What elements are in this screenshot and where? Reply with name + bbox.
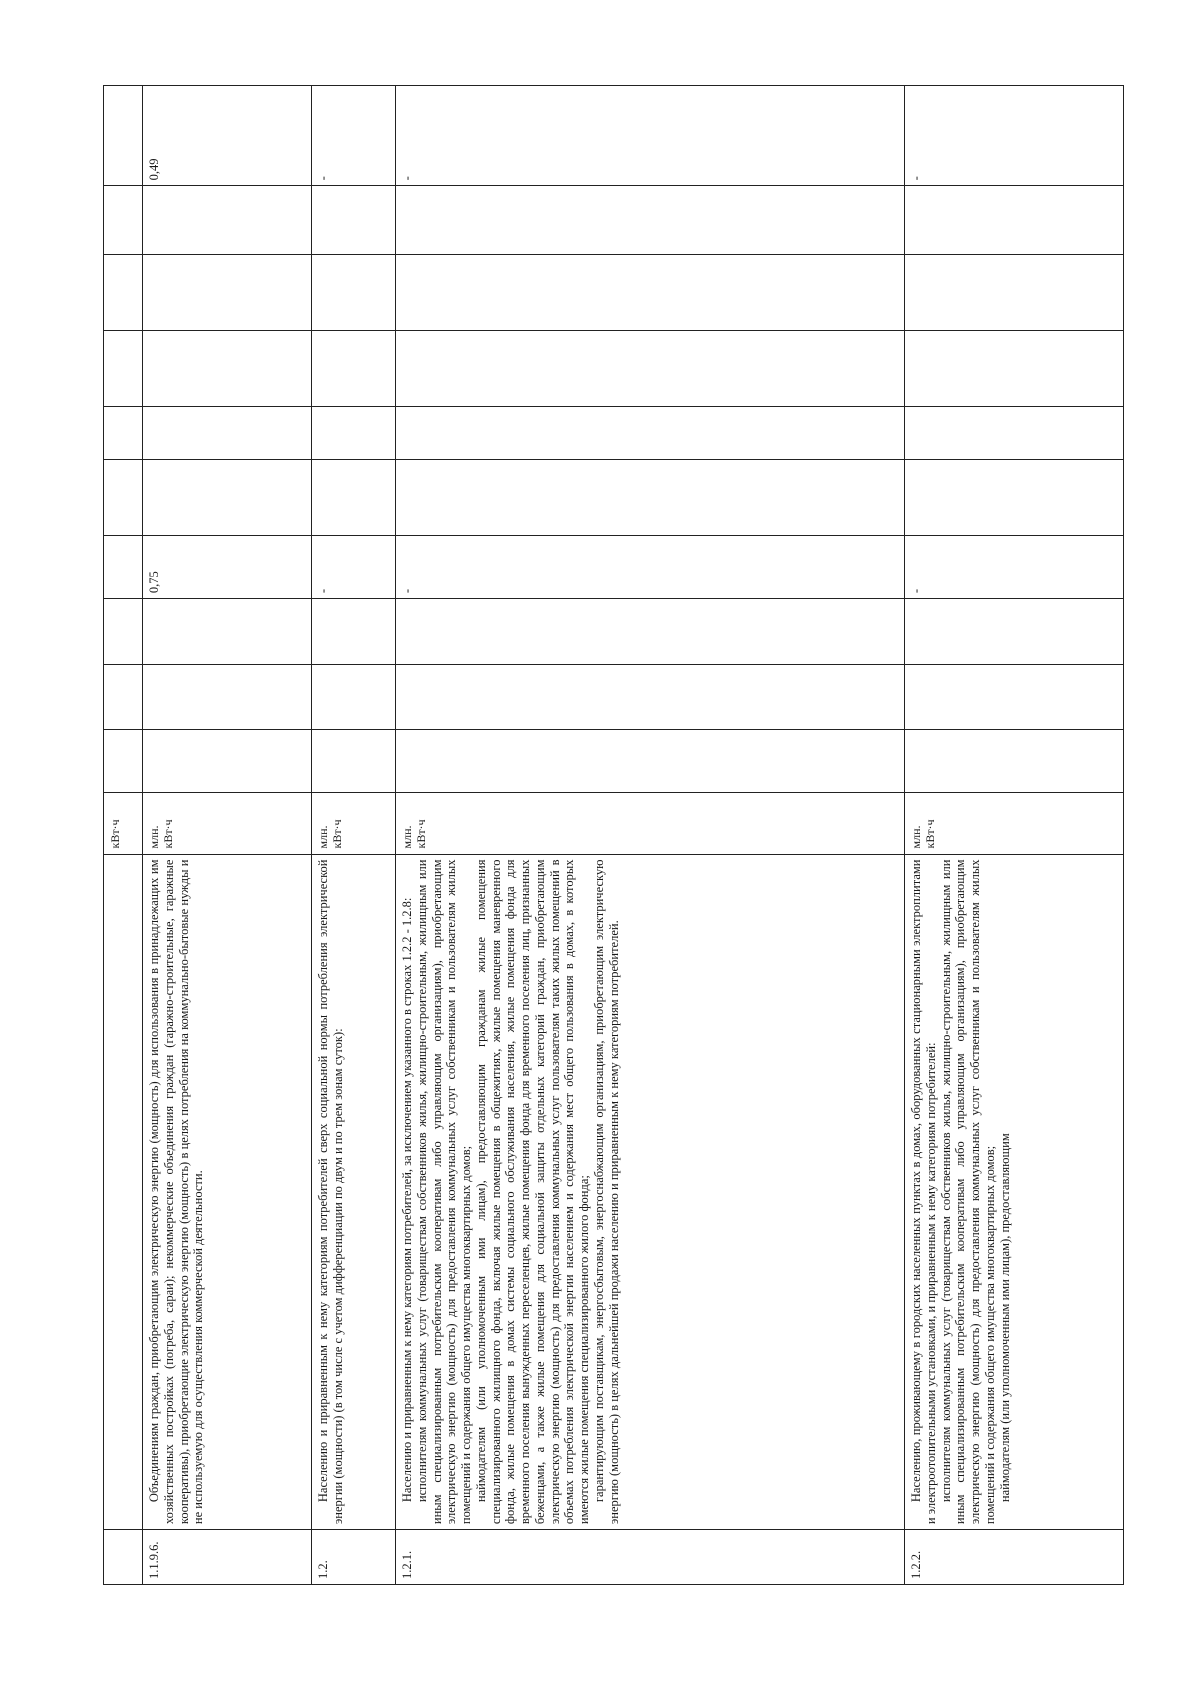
row-unit: млн. кВт·ч bbox=[905, 793, 1124, 854]
row-unit: млн. кВт·ч bbox=[143, 793, 312, 854]
table-row bbox=[396, 86, 905, 1585]
table-row bbox=[905, 86, 1124, 1585]
row-value-mid: 0,75 bbox=[143, 535, 312, 598]
table-row bbox=[143, 86, 312, 1585]
row-value-mid: - bbox=[396, 535, 905, 598]
row-number: 1.2.1. bbox=[396, 1530, 905, 1585]
row-value-last: - bbox=[396, 86, 905, 186]
row-description: Населению и приравненным к нему категориям потребителей, за исключением указанного в строках 1.2.2 - 1.2.8: исполнителям коммунальных услуг (товариществам собственников жилья, жилищно-строительным, жилищным или иным специализированным потребительским кооперативам либо управляющим организациям), приобретающим электрическую энергию (мощность) для предоставления коммунальных услуг собственникам и пользователям жилых помещений и содержания общего имущества многоквартирных домов; наймодателям (или уполномоченным ими лицам), предоставляющим гражданам жилые помещения специализированного жилищного фонда, включая жилые помещения в общежитиях, жилые помещения маневренного фонда, жилые помещения в домах системы социального обслуживания населения, жилые помещения фонда для временного поселения вынужденных переселенцев, жилые помещения фонда для временного поселения лиц, признанных беженцами, а также жилые помещения для социальной защиты отдельных категорий граждан, приобретающим электрическую энергию (мощность) для предоставления коммунальных услуг пользователям таких жилых помещений в объемах потребления электрической энергии населением и содержания мест общего пользования в домах, в которых имеются жилые помещения специализированного жилого фонда; гарантирующим поставщикам, энергосбытовым, энергоснабжающим организациям, приобретающим электрическую энергию (мощность) в целях дальнейшей продажи населению и приравненным к нему категориям потребителей. bbox=[396, 854, 905, 1530]
rotated-table-container bbox=[103, 85, 1012, 1585]
row-description: Населению, проживающему в городских населенных пунктах в домах, оборудованных стационарными электроплитами и электроотопительными установками, и приравненным к нему категориям потребителей: исполнителям коммунальных услуг (товариществам собственников жилья, жилищно-строительным, жилищным или иным специализированным потребительским кооперативам либо управляющим организациям), приобретающим электрическую энергию (мощность) для предоставления коммунальных услуг собственникам и пользователям жилых помещений и содержания общего имущества многоквартирных домов; наймодателям (или уполномоченным ими лицам), предоставляющим bbox=[905, 854, 1124, 1530]
row-value-mid: - bbox=[312, 535, 396, 598]
row-unit: млн. кВт·ч bbox=[312, 793, 396, 854]
row-number: 1.2.2. bbox=[905, 1530, 1124, 1585]
header-unit: кВт·ч bbox=[104, 793, 143, 854]
row-unit: млн. кВт·ч bbox=[396, 793, 905, 854]
row-description: Объединениям граждан, приобретающим электрическую энергию (мощность) для использования в принадлежащих им хозяйственных постройках (погреба, сараи); некоммерческие объединения граждан (гаражно-строительные, гаражные кооперативы), приобретающие электрическую энергию (мощность) в целях потребления на коммунально-бытовые нужды и не используемую для осуществления коммерческой деятельности. bbox=[143, 854, 312, 1530]
row-number: 1.2. bbox=[312, 1530, 396, 1585]
row-number: 1.1.9.6. bbox=[143, 1530, 312, 1585]
row-value-last: 0,49 bbox=[143, 86, 312, 186]
header-row bbox=[104, 86, 143, 1585]
row-value-mid: - bbox=[905, 535, 1124, 598]
tariff-table bbox=[103, 85, 1124, 1585]
table-row bbox=[312, 86, 396, 1585]
row-value-last: - bbox=[312, 86, 396, 186]
row-value-last: - bbox=[905, 86, 1124, 186]
row-description: Населению и приравненным к нему категориям потребителей сверх социальной нормы потребления электрической энергии (мощности) (в том числе с учетом дифференциации по двум и по трем зонам суток): bbox=[312, 854, 396, 1530]
